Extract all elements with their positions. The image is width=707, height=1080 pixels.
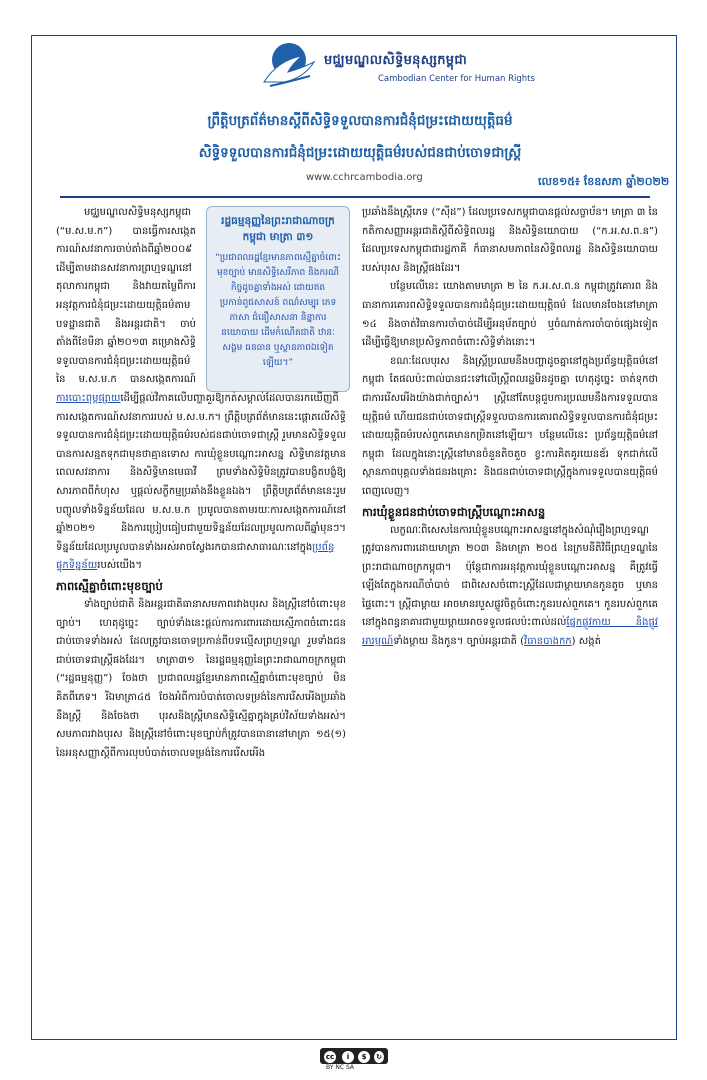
org-name-english: Cambodian Center for Human Rights (378, 74, 535, 84)
database-link[interactable]: ប្រព័ន្ធផ្ទុកទិន្នន័យ (56, 541, 335, 572)
bulletin-subtitle: សិទ្ធិទទួលបានការជំនុំជម្រះដោយយុត្តិធម៌របស់ជនជាប់ចោទជាស្ត្រី (198, 145, 522, 161)
creative-commons-badge (320, 1048, 388, 1072)
intro-paragraph-top (56, 204, 346, 390)
left-column (56, 204, 346, 763)
cc-icon: cc (323, 1050, 337, 1064)
cchr-dove-logo-icon (258, 42, 320, 92)
cedaw-paragraph: ប្រឆាំងនឹងស្ត្រីភេទ (“ស៊ីដ”) ដែលប្រទេសកម្ពុជាបានផ្តល់សច្ចាប័ន។ មាត្រា ៣ នៃកតិកាសញ្ញាអន្តរជាតិស្តីពីសិទ្ធិពលរដ្ឋ និងសិទ្ធិនយោបាយ (“ក.អ.ស.ព.ន”) ដែលប្រទេសកម្ពុជាជារដ្ឋភាគី ក៏ធានាសមភាពនៃសិទ្ធិពលរដ្ឋ និងសិទ្ធិនយោបាយរបស់បុរស និងស្ត្រីផងដែរ។ (362, 207, 658, 274)
iccpr-paragraph: បន្ថែមលើនេះ យោងតាមមាត្រា ២ នៃ ក.អ.ស.ព.ន កម្ពុជាត្រូវគោរព និងធានាការគោរពសិទ្ធិទទួលបានការជំនុំជម្រះដោយយុត្តិធម៌ ដែលមានចែងនៅមាត្រា ១៤ និងចាត់វិធានការចាំបាច់ដើម្បីអនុម័តច្បាប់ ឬចំណាត់ការចាំបាច់ផ្សេងទៀតដើម្បីធ្វើឱ្យមានប្រសិទ្ធភាពចំពោះសិទ្ធិទាំងនោះ។ (362, 281, 658, 349)
detention-text-part3: ) សង្កត់ (571, 636, 601, 648)
by-icon: i (341, 1050, 355, 1064)
detention-text-part2: ទាំងម្តាយ និងកូន។ ច្បាប់អន្តរជាតិ ( (393, 636, 525, 648)
intro-paragraph (56, 390, 346, 576)
header-divider (60, 196, 650, 198)
sa-icon: ↻ (373, 1050, 385, 1064)
section-heading-equality: ភាពស្មើគ្នាចំពោះមុខច្បាប់ (56, 578, 163, 593)
challenges-paragraph: ខណៈដែលបុរស និងស្ត្រីប្រឈមនឹងបញ្ហាដូចគ្នានៅក្នុងប្រព័ន្ធយុត្តិធម៌នៅកម្ពុជា តែផលប៉ះពាល់បានជះទៅលើស្ត្រីពលរដ្ឋមិនដូចគ្នា ហេតុដូច្នេះ ចាត់ទុកថាជាការរើសអើងយ៉ាងជាក់ច្បាស់។ ស្ត្រីនៅតែបន្តជួបការប្រឈមនឹងការទទួលបានយុត្តិធម៌ ហើយជនជាប់ចោទជាស្ត្រីទទួលបានការគោរពសិទ្ធិទទួលបានការជំនុំជម្រះដោយយុត្តិធម៌របស់ពួកគេមានកម្រិតនៅឡើយ។ បន្ថែមលើនេះ ប្រព័ន្ធយុត្តិធម៌នៅកម្ពុជា ដែលក្នុងនោះស្ត្រីនៅមានចំនួនតិចតួច ខ្វះការគិតគូរយេនឌ័រ ទុកជាក់លើស្ថានភាពបុគ្គលទាំងជនរងគ្រោះ និងជនជាប់ចោទជាស្ត្រីក្នុងការទទួលបានយុត្តិធម៌ពេញលេញ។ (362, 355, 659, 497)
intro-text-part2: ដើម្បីផ្តល់វិភាគលើបញ្ហាគួរឱ្យកត់សម្គាល់ដែលបានរកឃើញពីការសង្កេតការណ៍សវនាការរបស់ ម.ស.ម.ក។ ព្រឹត្តិបត្រព័ត៌មាននេះផ្តោតលើសិទ្ធិទទួលបានការជំនុំជម្រះដោយយុត្តិធម៌របស់ជនជាប់ចោទជាស្ត្រី រួមមានសិទ្ធិទទួលបានការសន្មតទុកជាមុនថាគ្មានទោស ការឃុំខ្លួនបណ្តោះអាសន្ន សិទ្ធិមានវត្តមានពេលសវនាការ និងសិទ្ធិមានមេធាវី ព្រមទាំងសិទ្ធិមិនត្រូវបានបង្ខិតបង្ខំឱ្យសារភាពពីកំហុស ឬផ្តល់សក្ខីកម្មប្រឆាំងនឹងខ្លួនឯង។ ព្រឹត្តិបត្រព័ត៌មាននេះរួមបញ្ចូលទាំងទិន្នន័យដែល ម.ស.ម.ក ប្រមូលបានតាមរយៈការសង្កេតការណ៍នៅឆ្នាំ២០២១ និងការប្រៀបធៀបជាមួយទិន្នន័យដែលប្រមូលកាលពីឆ្នាំមុនៗ។ ទិន្នន័យដែលប្រមូលបានទាំងអស់អាចស្វែងរកបានជាសាធារណៈនៅក្នុង (56, 393, 346, 553)
license-label: BY NC SA (326, 1064, 354, 1071)
org-name-khmer: មជ្ឈមណ្ឌលសិទ្ធិមនុស្សកម្ពុជា (324, 53, 468, 68)
detention-text-part1: លក្ខណៈពិសេសនៃការឃុំខ្លួនបណ្តោះអាសន្ននៅក្នុងសំណុំរឿងព្រហ្មទណ្ឌ ត្រូវបានការពារដោយមាត្រា ២០៣ និងមាត្រា ២០៥ នៃក្រមនីតិវិធីព្រហ្មទណ្ឌនៃព្រះរាជាណាចក្រកម្ពុជា។ ប៉ុន្តែជាការអនុវត្តការឃុំខ្លួនបណ្តោះអាសន្ន គឺត្រូវធ្វើឡើងតែក្នុងករណីចាំបាច់ ជាពិសេសចំពោះស្ត្រីដែលជាម្តាយមានកូនតូច ឬមានផ្ទៃពោះ។ ស្ត្រីជាម្តាយ អាចមានរបួសផ្លូវចិត្តចំពោះកូនរបស់ពួកគេ។ កូនរបស់ពួកគេនៅក្នុងពន្ធនាគារជាមួយម្តាយអាចទទួលផលប៉ះពាល់ដល់ (362, 524, 658, 629)
intro-text-part3: របស់យើង។ (97, 560, 142, 572)
website-url[interactable]: www.cchrcambodia.org (306, 172, 423, 183)
psych-impact-link[interactable]: ផ្នែកផ្លូវកាយ និងផ្លូវអារម្មណ៍ (362, 617, 658, 648)
section-heading-detention: ការឃុំខ្លួនជនជាប់ចោទជាស្ត្រីបណ្តោះអាសន្ន (362, 504, 546, 519)
detention-paragraph (362, 522, 658, 652)
bulletin-title: ព្រឹត្តិបត្រព័ត៌មានស្ដីពីសិទ្ធិទទួលបានការជំនុំជម្រះដោយយុត្តិធម៌ (207, 113, 513, 129)
issue-number: លេខ១៥៖ ខែឧសភា ឆ្នាំ២០២២ (538, 175, 670, 188)
nc-icon: $ (357, 1050, 371, 1064)
quote-heading: រដ្ឋធម្មនុញ្ញនៃព្រះរាជាណាចក្រកម្ពុជា មាត្រា ៣១ (221, 215, 335, 243)
equality-paragraph: ទាំងច្បាប់ជាតិ និងអន្តរជាតិធានាសមភាពរវាងបុរស និងស្ត្រីនៅចំពោះមុខច្បាប់។ ហេតុដូច្នេះ ច្បាប់ទាំងនេះផ្តល់ការការពារដោយស្មើភាពចំពោះជនជាប់ចោទទាំងអស់ ដែលត្រូវបានចោទប្រកាន់ពីបទល្មើសព្រហ្មទណ្ឌ រួមទាំងជនជាប់ចោទជាស្ត្រីផងដែរ។ មាត្រា៣១ នៃរដ្ឋធម្មនុញ្ញនៃព្រះរាជាណាចក្រកម្ពុជា (“រដ្ឋធម្មនុញ្ញ”) ចែងថា ប្រជាពលរដ្ឋខ្មែរមានភាពស្មើគ្នាចំពោះមុខច្បាប់ មិនគិតពីភេទ។ រីឯមាត្រា៤៥ ចែងអំពីការបំបាត់ចោលទម្រង់នៃការរើសអើងប្រឆាំងនឹងស្ត្រី និងចែងថា បុរសនិងស្ត្រីមានសិទ្ធិស្មើគ្នាក្នុងគ្រប់វិស័យទាំងអស់។ សមភាពរវាងបុរស និងស្ត្រីនៅចំពោះមុខច្បាប់ក៏ត្រូវបានធានានៅមាត្រា ១៥(១) នៃអនុសញ្ញាស្តីពីការលុបបំបាត់ចោលទម្រង់នៃការរើសអើង (56, 598, 346, 759)
bangkok-rules-link[interactable]: វិធានបាងកក (524, 636, 572, 648)
quote-body: “ប្រជាពលរដ្ឋខ្មែរមានភាពស្មើគ្នាចំពោះមុខច្បាប់ មានសិទ្ធិសេរីភាព និងករណីកិច្ចដូចគ្នាទាំងអស់ ដោយឥតប្រកាន់ពូជសាសន៍ ពណ៌សម្បុរ ភេទ ភាសា ជំនឿសាសនា និន្នាការនយោបាយ ដើមកំណើតជាតិ ឋានៈសង្គម ធនធាន ឬស្ថានភាពឯទៀតឡើយ។” (215, 253, 341, 368)
intro-text-part1: មជ្ឈមណ្ឌលសិទ្ធិមនុស្សកម្ពុជា (“ម.ស.ម.ក”) បានធ្វើការសង្កេតការណ៍សវនាការចាប់តាំងពីឆ្នាំ២០០៩ ដើម្បីតាមដានសវនាការព្រហ្មទណ្ឌនៅតុលាការកម្ពុជា និងវាយតម្លៃពីការអនុវត្តការជំនុំជម្រះដោយយុត្តិធម៌តាមបទដ្ឋានជាតិ និងអន្តរជាតិ។ ចាប់តាំងពីខែមីនា ឆ្នាំ២០១៣ គម្រោងសិទ្ធិទទួលបានការជំនុំជម្រះដោយយុត្តិធម៌នៃ ម.ស.ម.ក បានសង្កេតការណ៍ (56, 207, 196, 386)
right-column (362, 204, 658, 652)
publication-link[interactable]: ការបោះពុម្ពផ្សាយ (56, 393, 121, 404)
